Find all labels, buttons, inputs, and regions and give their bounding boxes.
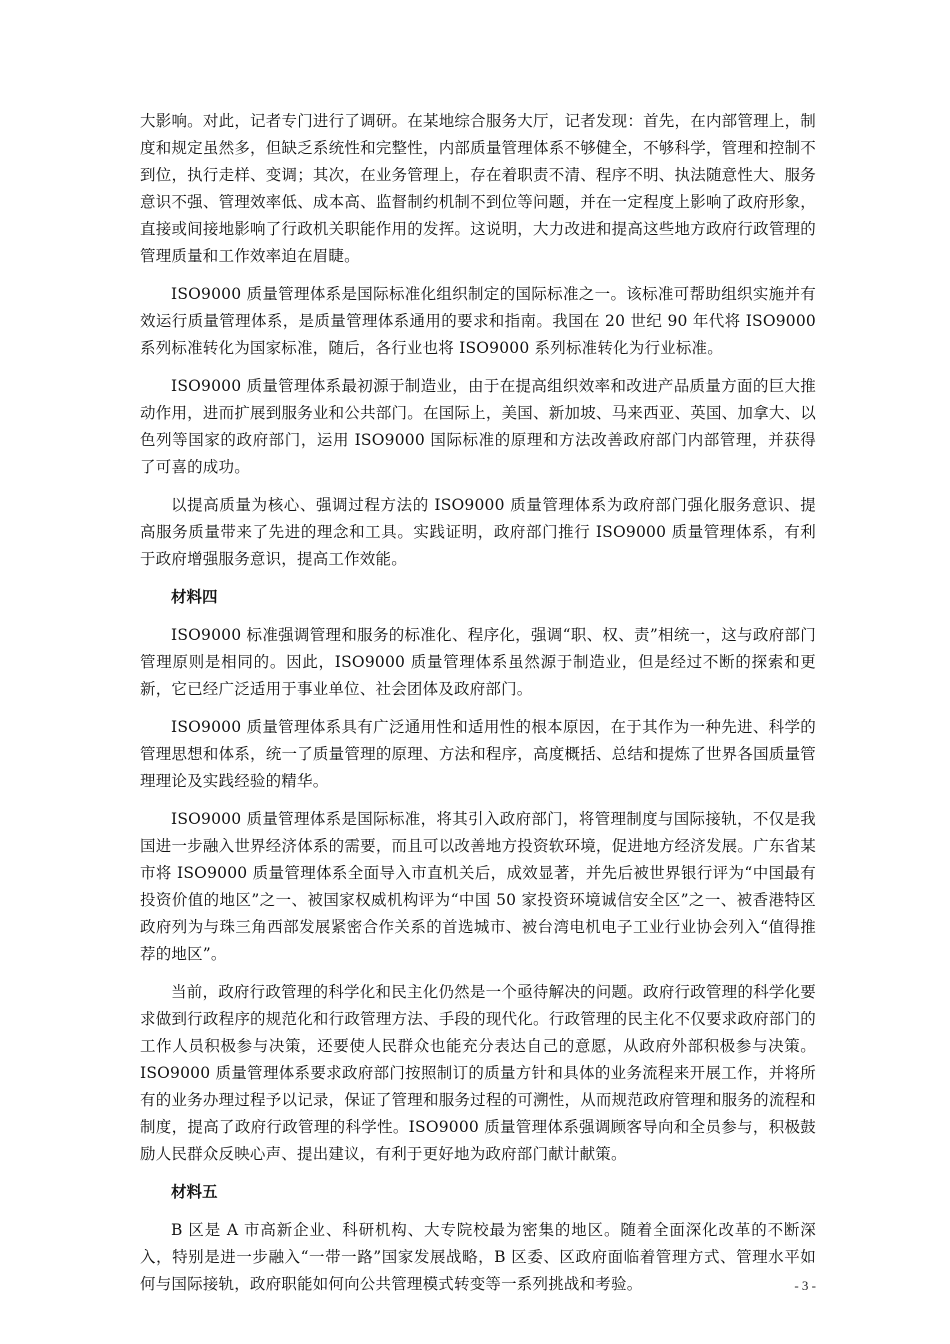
document-body xyxy=(140,108,816,1309)
paragraph-material-4-applicability: ISO9000 质量管理体系具有广泛通用性和适用性的根本原因，在于其作为一种先进、科学的管理思想和体系，统一了质量管理的原理、方法和程序，高度概括、总结和提炼了世界各国质量管理理论及实践经验的精华。 xyxy=(140,718,816,790)
section-heading-material-5: 材料五 xyxy=(171,1183,218,1201)
paragraph-material-4-standardization: ISO9000 标准强调管理和服务的标准化、程序化，强调“职、权、责”相统一，这与政府部门管理原则是相同的。因此，ISO9000 质量管理体系虽然源于制造业，但是经过不断的探索和更新，它已经广泛适用于事业单位、社会团体及政府部门。 xyxy=(140,626,816,698)
paragraph-intro-continuation: 大影响。对此，记者专门进行了调研。在某地综合服务大厅，记者发现：首先，在内部管理上，制度和规定虽然多，但缺乏系统性和完整性，内部质量管理体系不够健全，不够科学，管理和控制不到位，执行走样、变调；其次，在业务管理上，存在着职责不清、程序不明、执法随意性大、服务意识不强、管理效率低、成本高、监督制约机制不到位等问题，并在一定程度上影响了政府形象，直接或间接地影响了行政机关职能作用的发挥。这说明，大力改进和提高这些地方政府行政管理的管理质量和工作效率迫在眉睫。 xyxy=(140,112,816,265)
paragraph-iso9000-definition: ISO9000 质量管理体系是国际标准化组织制定的国际标准之一。该标准可帮助组织实施并有效运行质量管理体系，是质量管理体系通用的要求和指南。我国在 20 世纪 90 年代将 ISO9000 系列标准转化为国家标准，随后，各行业也将 ISO9000 系列标准转化为行业标准。 xyxy=(140,285,816,357)
paragraph-iso9000-benefits: 以提高质量为核心、强调过程方法的 ISO9000 质量管理体系为政府部门强化服务意识、提高服务质量带来了先进的理念和工具。实践证明，政府部门推行 ISO9000 质量管理体系，有利于政府增强服务意识，提高工作效能。 xyxy=(140,496,816,568)
page-number: - 3 - xyxy=(794,1278,816,1293)
paragraph-material-5-district-b: B 区是 A 市高新企业、科研机构、大专院校最为密集的地区。随着全面深化改革的不断深入，特别是进一步融入“一带一路”国家发展战略，B 区委、区政府面临着管理方式、管理水平如何与国际接轨，政府职能如何向公共管理模式转变等一系列挑战和考验。 xyxy=(140,1221,816,1293)
section-heading-material-4: 材料四 xyxy=(171,588,218,606)
paragraph-iso9000-origin: ISO9000 质量管理体系最初源于制造业，由于在提高组织效率和改进产品质量方面的巨大推动作用，进而扩展到服务业和公共部门。在国际上，美国、新加坡、马来西亚、英国、加拿大、以色列等国家的政府部门，运用 ISO9000 国际标准的原理和方法改善政府部门内部管理，并获得了可喜的成功。 xyxy=(140,377,816,476)
paragraph-material-4-democratization: 当前，政府行政管理的科学化和民主化仍然是一个亟待解决的问题。政府行政管理的科学化要求做到行政程序的规范化和行政管理方法、手段的现代化。行政管理的民主化不仅要求政府部门的工作人员积极参与决策，还要使人民群众也能充分表达自己的意愿，从政府外部积极参与决策。ISO9000 质量管理体系要求政府部门按照制订的质量方针和具体的业务流程来开展工作，并将所有的业务办理过程予以记录，保证了管理和服务过程的可溯性，从而规范政府管理和服务的流程和制度，提高了政府行政管理的科学性。ISO9000 质量管理体系强调顾客导向和全员参与，积极鼓励人民群众反映心声、提出建议，有利于更好地为政府部门献计献策。 xyxy=(140,983,816,1163)
paragraph-material-4-international: ISO9000 质量管理体系是国际标准，将其引入政府部门，将管理制度与国际接轨，不仅是我国进一步融入世界经济体系的需要，而且可以改善地方投资软环境，促进地方经济发展。广东省某市将 ISO9000 质量管理体系全面导入市直机关后，成效显著，并先后被世界银行评为“中国最有投资价值的地区”之一、被国家权威机构评为“中国 50 家投资环境诚信安全区”之一、被香港特区政府列为与珠三角西部发展紧密合作关系的首选城市、被台湾电机电子工业行业协会列入“值得推荐的地区”。 xyxy=(140,810,816,963)
